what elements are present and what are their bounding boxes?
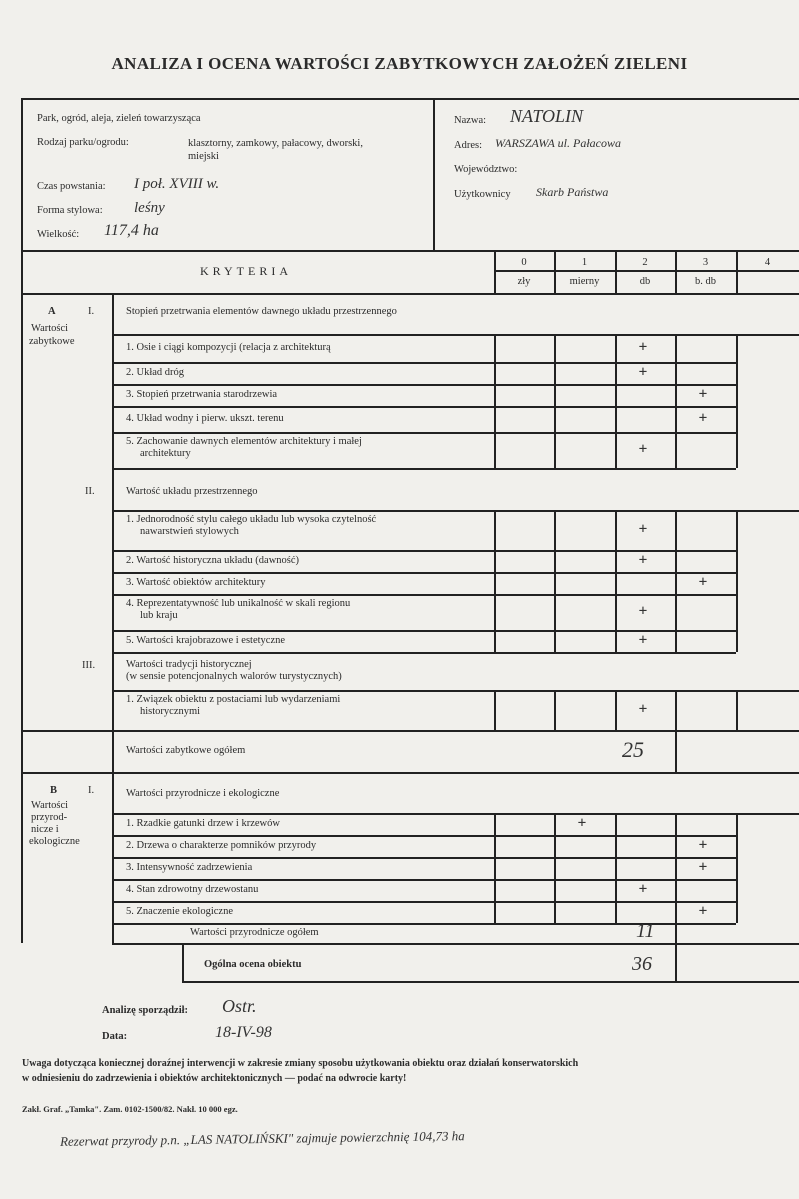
group3-title-2: (w sensie potencjonalnych walorów turystycznych) — [126, 671, 342, 682]
total-a-divider — [675, 730, 677, 772]
group2-title: Wartość układu przestrzennego — [126, 486, 258, 497]
section-b-group-line — [112, 813, 799, 815]
total-b-label: Wartości przyrodnicze ogółem — [190, 927, 319, 938]
score-col-line — [494, 510, 496, 550]
users-label: Użytkownicy — [454, 189, 511, 200]
score-col-line — [554, 334, 556, 362]
criterion-label: 4. Stan zdrowotny drzewostanu — [126, 884, 259, 895]
row-line — [112, 835, 736, 837]
criterion-label-cont: nawarstwień stylowych — [140, 526, 239, 537]
score-col-line — [675, 879, 677, 901]
score-mark: + — [638, 521, 648, 537]
criterion-label: 4. Reprezentatywność lub unikalność w skali regionu — [126, 598, 351, 609]
score-col-line — [615, 406, 617, 432]
score-col-line — [675, 334, 677, 362]
date-value: 18-IV-98 — [215, 1024, 272, 1041]
score-mark: + — [698, 859, 708, 875]
score-col-line — [554, 857, 556, 879]
scale-number-1: 1 — [581, 257, 588, 268]
header-divider — [433, 98, 435, 250]
score-col-line — [554, 384, 556, 406]
criterion-label: 2. Układ dróg — [126, 367, 185, 378]
overall-label: Ogólna ocena obiektu — [204, 959, 302, 970]
score-col-line — [494, 594, 496, 630]
score-col-line — [554, 362, 556, 384]
criterion-label: 1. Osie i ciągi kompozycji (relacja z architekturą — [126, 342, 331, 353]
score-col-line — [494, 362, 496, 384]
criterion-label: 1. Rzadkie gatunki drzew i krzewów — [126, 818, 280, 829]
size-label: Wielkość: — [37, 229, 80, 240]
frame-top — [21, 98, 799, 100]
score-mark: + — [638, 552, 648, 568]
score-mark: + — [698, 386, 708, 402]
section-a-letter: A — [48, 306, 56, 317]
score-col-line — [675, 432, 677, 468]
score-col-line — [554, 572, 556, 594]
group1-title: Stopień przetrwania elementów dawnego układu przestrzennego — [126, 306, 397, 317]
users-value: Skarb Państwa — [536, 185, 609, 199]
document-title: ANALIZA I OCENA WARTOŚCI ZABYTKOWYCH ZAŁOŻEŃ ZIELENI — [111, 54, 688, 73]
criterion-label: 3. Wartość obiektów architektury — [126, 577, 266, 588]
score-col-line — [736, 572, 738, 594]
date-label: Data: — [102, 1031, 128, 1042]
scale-col-line — [615, 250, 617, 293]
overall-bottom — [182, 981, 799, 983]
score-col-line — [494, 572, 496, 594]
score-mark: + — [577, 815, 587, 831]
score-col-line — [736, 550, 738, 572]
section-a-roman-3: III. — [82, 660, 96, 671]
score-col-line — [494, 901, 496, 923]
section-b-name-4: ekologiczne — [29, 836, 80, 847]
row-line — [112, 901, 736, 903]
score-col-line — [736, 630, 738, 652]
score-col-line — [494, 384, 496, 406]
scale-label-2: db — [639, 276, 651, 287]
row-line — [112, 468, 736, 470]
criterion-label: 2. Drzewa o charakterze pomników przyrody — [126, 840, 317, 851]
group2-line — [112, 510, 799, 512]
score-col-line — [736, 857, 738, 879]
score-col-line — [615, 901, 617, 923]
criterion-label: 3. Intensywność zadrzewienia — [126, 862, 253, 873]
score-col-line — [554, 901, 556, 923]
criteria-heading: KRYTERIA — [200, 264, 292, 278]
group3-title-1: Wartości tradycji historycznej — [126, 659, 252, 670]
score-col-line — [675, 630, 677, 652]
criterion-label: 1. Jednorodność stylu całego układu lub wysoka czytelność — [126, 514, 377, 525]
score-col-line — [615, 572, 617, 594]
score-col-line — [736, 594, 738, 630]
score-col-line — [675, 362, 677, 384]
style-label: Forma stylowa: — [37, 205, 103, 216]
scale-label-0: zły — [517, 276, 531, 287]
scale-col-line — [554, 250, 556, 293]
type-line: Park, ogród, aleja, zieleń towarzysząca — [37, 113, 201, 124]
score-col-line — [615, 835, 617, 857]
score-col-line — [736, 384, 738, 406]
score-col-line — [615, 813, 617, 835]
scale-label-1: mierny — [569, 276, 600, 287]
row-line — [112, 384, 736, 386]
score-col-line — [494, 857, 496, 879]
score-col-line — [736, 835, 738, 857]
score-col-line — [554, 406, 556, 432]
scale-number-0: 0 — [521, 257, 527, 268]
score-col-line — [494, 550, 496, 572]
section-b-name-2: przyrod- — [31, 812, 68, 823]
criterion-label: 5. Zachowanie dawnych elementów architektury i małej — [126, 436, 362, 447]
score-mark: + — [638, 632, 648, 648]
score-col-line — [736, 510, 738, 550]
kind-options: klasztorny, zamkowy, pałacowy, dworski, — [188, 138, 363, 149]
score-col-line — [554, 594, 556, 630]
criterion-label: 1. Związek obiektu z postaciami lub wydarzeniami — [126, 694, 341, 705]
score-mark: + — [638, 603, 648, 619]
score-col-line — [736, 690, 738, 730]
kind-label: Rodzaj parku/ogrodu: — [37, 137, 129, 148]
period-label: Czas powstania: — [37, 181, 106, 192]
section-a-bottom — [21, 772, 799, 774]
overall-left — [182, 943, 184, 981]
score-col-line — [554, 690, 556, 730]
scale-col-line — [675, 250, 677, 293]
group1-line — [112, 334, 799, 336]
scale-number-2: 2 — [642, 257, 648, 268]
score-col-line — [736, 362, 738, 384]
score-col-line — [736, 901, 738, 923]
score-mark: + — [638, 364, 648, 380]
score-mark: + — [638, 339, 648, 355]
score-col-line — [554, 510, 556, 550]
score-mark: + — [698, 837, 708, 853]
score-col-line — [554, 630, 556, 652]
row-line — [112, 594, 736, 596]
voivodeship-label: Województwo: — [454, 164, 518, 175]
row-line — [112, 432, 736, 434]
scale-mid-line — [494, 270, 799, 272]
author-signature: Ostr. — [222, 996, 257, 1016]
name-label: Nazwa: — [454, 115, 487, 126]
print-info: Zakł. Graf. „Tamka". Zam. 0102-1500/82. Nakł. 10 000 egz. — [22, 1104, 238, 1114]
handwritten-note: Rezerwat przyrody p.n. „LAS NATOLIŃSKI" zajmuje powierzchnię 104,73 ha — [59, 1128, 465, 1149]
score-mark: + — [698, 410, 708, 426]
group3-line — [112, 690, 799, 692]
period-value: I poł. XVIII w. — [134, 176, 220, 192]
name-value: NATOLIN — [510, 106, 584, 126]
criterion-label: 3. Stopień przetrwania starodrzewia — [126, 389, 278, 400]
section-a-roman-2: II. — [85, 486, 95, 497]
criterion-label: 5. Wartości krajobrazowe i estetyczne — [126, 635, 286, 646]
score-col-line — [736, 432, 738, 468]
warning-line-2: w odniesieniu do zadrzewienia i obiektów architektonicznych — podać na odwrocie karty! — [22, 1073, 407, 1084]
scale-number-4: 4 — [764, 257, 771, 268]
criterion-label-cont: historycznymi — [140, 706, 201, 717]
overall-value: 36 — [632, 953, 652, 975]
score-col-line — [494, 879, 496, 901]
score-col-line — [494, 690, 496, 730]
author-label: Analizę sporządził: — [102, 1005, 189, 1016]
criteria-bottom — [21, 293, 799, 295]
criterion-label: 2. Wartość historyczna układu (dawność) — [126, 555, 300, 566]
criterion-label: 4. Układ wodny i pierw. ukszt. terenu — [126, 413, 284, 424]
criterion-label-cont: architektury — [140, 448, 191, 459]
address-label: Adres: — [454, 140, 482, 151]
section-a-roman: I. — [88, 306, 95, 317]
total-b-value: 11 — [636, 920, 655, 942]
score-col-line — [675, 510, 677, 550]
section-a-name-1: Wartości — [31, 323, 69, 334]
section-b-name-3: nicze i — [31, 824, 59, 835]
score-col-line — [494, 432, 496, 468]
score-col-line — [494, 630, 496, 652]
row-line — [112, 572, 736, 574]
score-col-line — [494, 406, 496, 432]
total-a-value: 25 — [622, 737, 644, 762]
total-a-top — [21, 730, 799, 732]
frame-left — [21, 98, 23, 943]
criterion-label-cont: lub kraju — [140, 610, 178, 621]
scale-label-3: b. db — [695, 276, 716, 287]
row-line — [112, 406, 736, 408]
row-line — [112, 652, 736, 654]
score-col-line — [615, 857, 617, 879]
score-mark: + — [638, 881, 648, 897]
total-a-label: Wartości zabytkowe ogółem — [126, 745, 246, 756]
score-col-line — [736, 879, 738, 901]
section-b-group-title: Wartości przyrodnicze i ekologiczne — [126, 788, 280, 799]
row-line — [112, 857, 736, 859]
score-col-line — [736, 406, 738, 432]
score-mark: + — [638, 441, 648, 457]
score-col-line — [675, 594, 677, 630]
score-col-line — [615, 384, 617, 406]
score-col-line — [554, 432, 556, 468]
address-value: WARSZAWA ul. Pałacowa — [495, 136, 621, 150]
section-b-roman: I. — [88, 785, 95, 796]
scale-col-line — [494, 250, 496, 293]
warning-line-1: Uwaga dotycząca koniecznej doraźnej interwencji w zakresie zmiany sposobu użytkowania obiektu oraz działań konserwatorskich — [22, 1058, 579, 1069]
section-b-name-1: Wartości — [31, 800, 69, 811]
score-col-line — [494, 334, 496, 362]
score-col-line — [675, 690, 677, 730]
score-mark: + — [698, 903, 708, 919]
score-col-line — [675, 813, 677, 835]
scale-col-line — [736, 250, 738, 293]
score-mark: + — [698, 574, 708, 590]
section-b-letter: B — [50, 785, 58, 796]
scale-number-3: 3 — [702, 257, 709, 268]
size-value: 117,4 ha — [104, 222, 159, 239]
score-col-line — [554, 879, 556, 901]
section-col-divider — [112, 293, 114, 943]
total-b-bottom — [112, 943, 799, 945]
score-col-line — [675, 550, 677, 572]
score-mark: + — [638, 701, 648, 717]
header-bottom — [21, 250, 799, 252]
criterion-label: 5. Znaczenie ekologiczne — [126, 906, 233, 917]
score-col-line — [554, 550, 556, 572]
style-value: leśny — [134, 200, 165, 216]
score-col-line — [554, 835, 556, 857]
kind-options-2: miejski — [188, 151, 219, 162]
score-col-line — [736, 334, 738, 362]
total-b-divider — [675, 923, 677, 981]
score-col-line — [494, 835, 496, 857]
score-col-line — [736, 813, 738, 835]
section-a-name-2: zabytkowe — [29, 336, 75, 347]
score-col-line — [494, 813, 496, 835]
